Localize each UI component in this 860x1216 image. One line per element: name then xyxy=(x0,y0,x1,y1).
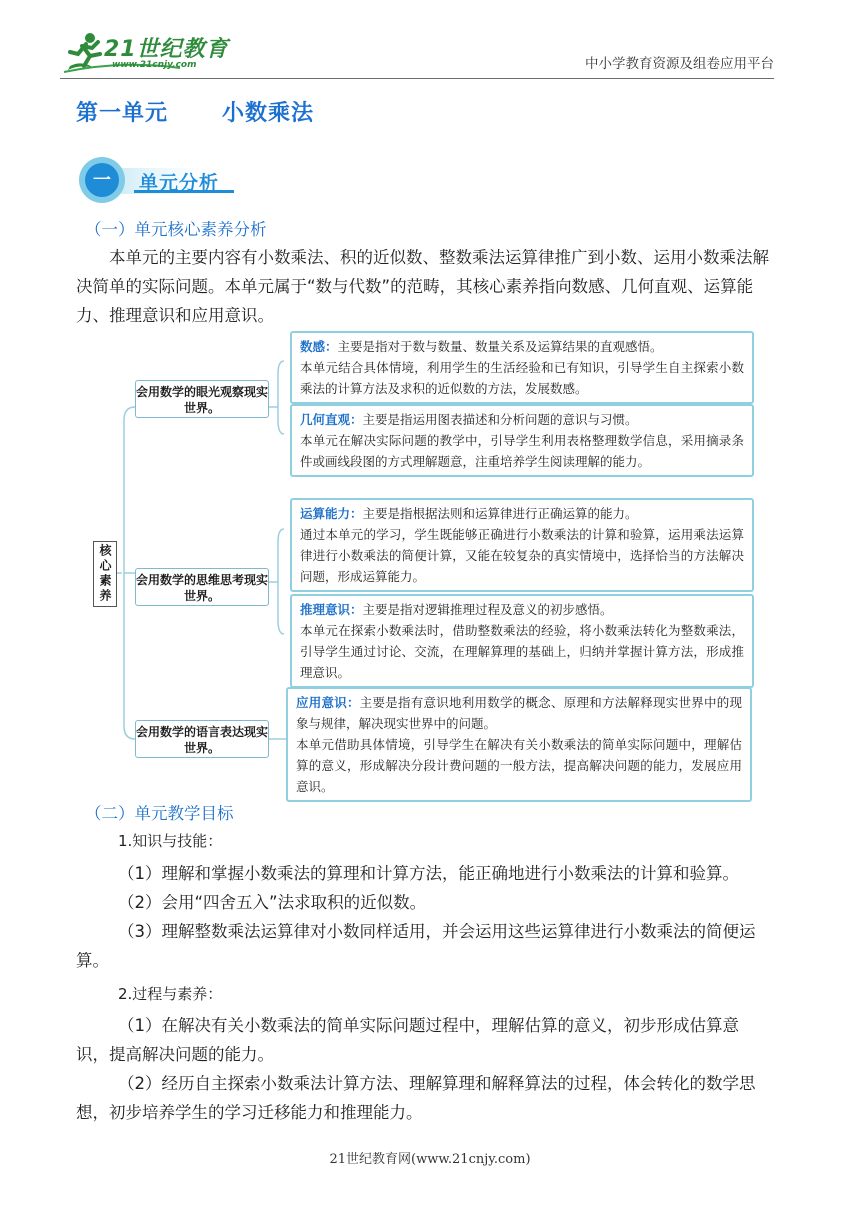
box-keyword: 应用意识： xyxy=(296,695,360,710)
unit-number: 第一单元 xyxy=(76,101,169,126)
page-footer: 21世纪教育网(www.21cnjy.com) xyxy=(329,1152,531,1167)
logo-url: www.21cnjy.com xyxy=(112,60,197,70)
subsection-title: （一）单元核心素养分析 xyxy=(85,220,267,239)
box-keyword: 几何直观： xyxy=(300,412,363,427)
section-title: 单元分析 xyxy=(139,172,220,194)
box-number-sense: 数感：主要是指对于数与数量、数量关系及运算结果的直观感悟。 本单元结合具体情境，利用学生的生活经验和已有知识，引导学生自主探索小数乘法的计算方法及求积的近似数的方法，发展数感。 xyxy=(290,331,754,404)
category-think: 会用数学的思维思考现实世界。 xyxy=(135,568,269,606)
box-reasoning: 推理意识：主要是指对逻辑推理过程及意义的初步感悟。 本单元在探索小数乘法时，借助整数乘法的经验，将小数乘法转化为整数乘法，引导学生通过讨论、交流，在理解算理的基础上，归纳并掌握计算方法，形成推理意识。 xyxy=(290,594,754,688)
group2-title: 2.过程与素养： xyxy=(118,985,223,1003)
box-detail: 本单元在探索小数乘法时，借助整数乘法的经验，将小数乘法转化为整数乘法，引导学生通过讨论、交流，在理解算理的基础上，归纳并掌握计算方法，形成推理意识。 xyxy=(300,623,744,680)
box-detail: 本单元借助具体情境，引导学生在解决有关小数乘法的简单实际问题中，理解估算的意义，形成解决分段计费问题的一般方法，提高解决问题的能力，发展应用意识。 xyxy=(296,737,742,794)
box-keyword: 推理意识： xyxy=(300,602,363,617)
box-detail: 本单元在解决实际问题的教学中，引导学生利用表格整理数学信息，采用摘录条件或画线段图的方式理解题意，注重培养学生阅读理解的能力。 xyxy=(300,433,744,469)
objectives-title: （二）单元教学目标 xyxy=(85,804,234,823)
box-computation: 运算能力：主要是指根据法则和运算律进行正确运算的能力。 通过本单元的学习，学生既能够正确进行小数乘法的计算和验算，运用乘法运算律进行小数乘法的简便计算，又能在较复杂的真实情境中，选择恰当的方法解决问题，形成运算能力。 xyxy=(290,498,754,592)
box-keyword: 运算能力： xyxy=(300,506,363,521)
objective-item: （2）经历自主探索小数乘法计算方法、理解算理和解释算法的过程，体会转化的数学思想，初步培养学生的学习迁移能力和推理能力。 xyxy=(76,1074,756,1122)
box-detail: 本单元结合具体情境，利用学生的生活经验和已有知识，引导学生自主探索小数乘法的计算方法及求积的近似数的方法，发展数感。 xyxy=(300,360,744,396)
box-application: 应用意识：主要是指有意识地利用数学的概念、原理和方法解释现实世界中的现象与规律，解决现实世界中的问题。 本单元借助具体情境，引导学生在解决有关小数乘法的简单实际问题中，理解估算的意义，形成解决分段计费问题的一般方法，提高解决问题的能力，发展应用意识。 xyxy=(286,687,752,802)
objective-item: （2）会用“四舍五入”法求取积的近似数。 xyxy=(118,893,427,912)
group1-title: 1.知识与技能： xyxy=(118,832,223,850)
unit-name: 小数乘法 xyxy=(222,101,315,126)
objective-item: （1）在解决有关小数乘法的简单实际问题过程中，理解估算的意义，初步形成估算意识，提高解决问题的能力。 xyxy=(76,1016,739,1064)
box-detail: 通过本单元的学习，学生既能够正确进行小数乘法的计算和验算，运用乘法运算律进行小数乘法的简便计算，又能在较复杂的真实情境中，选择恰当的方法解决问题，形成运算能力。 xyxy=(300,527,744,584)
box-geometric-intuition: 几何直观：主要是指运用图表描述和分析问题的意识与习惯。 本单元在解决实际问题的教学中，引导学生利用表格整理数学信息，采用摘录条件或画线段图的方式理解题意，注重培养学生阅读理解的能力。 xyxy=(290,404,754,477)
intro-paragraph: 本单元的主要内容有小数乘法、积的近似数、整数乘法运算律推广到小数、运用小数乘法解决简单的实际问题。本单元属于“数与代数”的范畴，其核心素养指向数感、几何直观、运算能力、推理意识和应用意识。 xyxy=(76,248,769,325)
logo-text: 21世纪教育 xyxy=(104,37,229,62)
core-literacy-label: 核心素养 xyxy=(93,541,117,607)
platform-name: 中小学教育资源及组卷应用平台 xyxy=(585,56,774,72)
category-express: 会用数学的语言表达现实世界。 xyxy=(135,720,269,758)
objective-item: （3）理解整数乘法运算律对小数同样适用，并会运用这些运算律进行小数乘法的简便运算。 xyxy=(76,922,756,970)
objective-item: （1）理解和掌握小数乘法的算理和计算方法，能正确地进行小数乘法的计算和验算。 xyxy=(118,864,739,883)
category-observe: 会用数学的眼光观察现实世界。 xyxy=(135,380,269,418)
box-keyword: 数感： xyxy=(300,339,338,354)
badge-symbol: 一 xyxy=(93,170,111,191)
